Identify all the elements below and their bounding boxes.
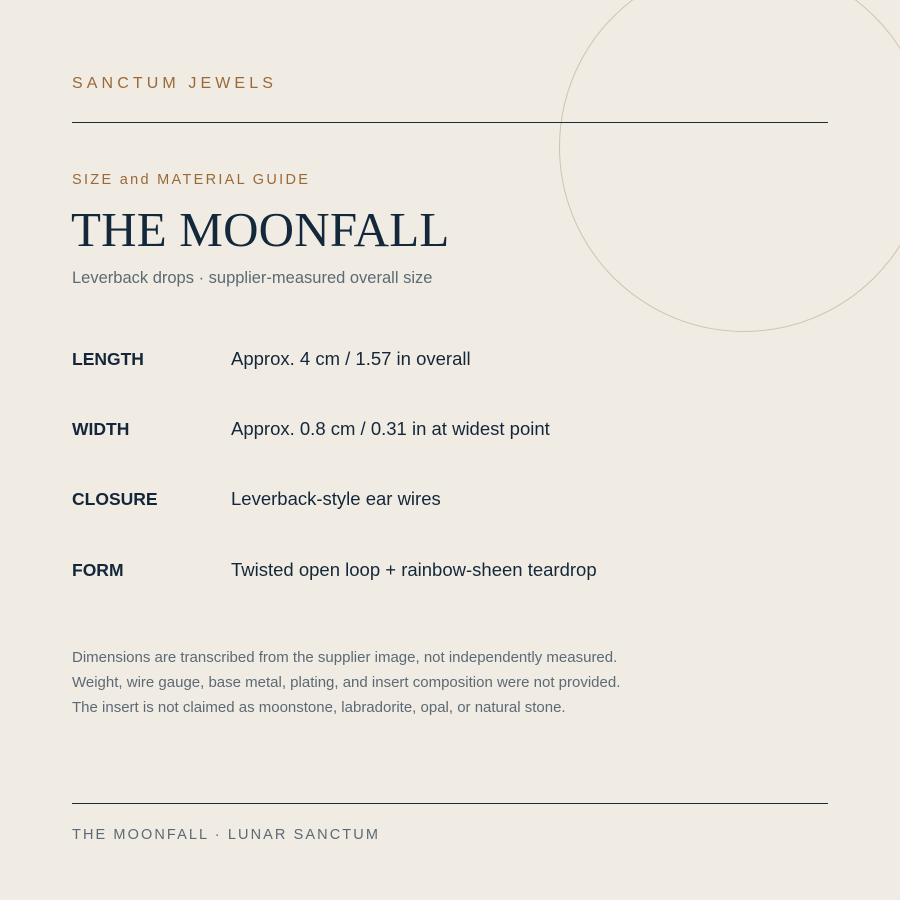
spec-value: Twisted open loop + rainbow-sheen teardrop bbox=[231, 559, 597, 580]
spec-row-form bbox=[72, 559, 828, 583]
spec-label: CLOSURE bbox=[72, 489, 158, 509]
brand-wordmark: SANCTUM JEWELS bbox=[72, 75, 277, 92]
spec-label: LENGTH bbox=[72, 349, 144, 369]
disclaimer-notes bbox=[72, 645, 792, 720]
page-title: THE MOONFALL bbox=[71, 202, 450, 257]
note-line: Dimensions are transcribed from the supplier image, not independently measured. bbox=[72, 649, 618, 666]
spec-row-closure bbox=[72, 488, 828, 512]
spec-label: FORM bbox=[72, 560, 124, 580]
note-line: Weight, wire gauge, base metal, plating, and insert composition were not provided. bbox=[72, 674, 621, 691]
decorative-circle bbox=[559, 0, 900, 332]
spec-row-length bbox=[72, 348, 828, 372]
page-subtitle: Leverback drops · supplier-measured overall size bbox=[72, 269, 433, 287]
header-divider bbox=[72, 122, 828, 123]
footer-text: THE MOONFALL · LUNAR SANCTUM bbox=[72, 827, 381, 843]
spec-value: Leverback-style ear wires bbox=[231, 488, 441, 509]
footer-divider bbox=[72, 803, 828, 804]
note-line: The insert is not claimed as moonstone, labradorite, opal, or natural stone. bbox=[72, 699, 566, 716]
spec-row-width bbox=[72, 418, 828, 442]
spec-label: WIDTH bbox=[72, 419, 130, 439]
spec-value: Approx. 4 cm / 1.57 in overall bbox=[231, 348, 471, 369]
spec-value: Approx. 0.8 cm / 0.31 in at widest point bbox=[231, 418, 550, 439]
guide-eyebrow: SIZE and MATERIAL GUIDE bbox=[72, 172, 311, 188]
